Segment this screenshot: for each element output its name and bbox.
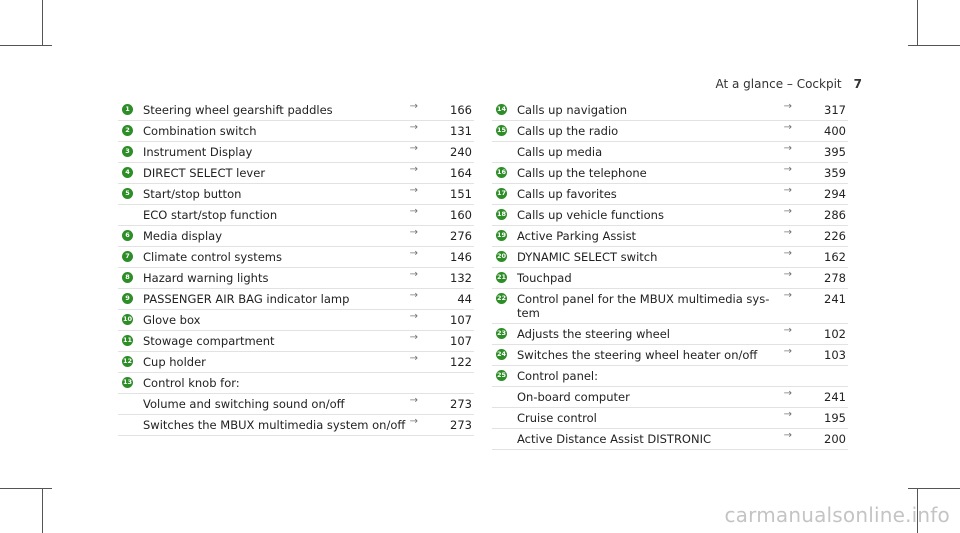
page-reference[interactable]: 276 (450, 229, 472, 243)
callout-number-badge: 24 (496, 350, 507, 358)
legend-label: Cruise control (517, 411, 597, 425)
callout-number-badge: 17 (496, 189, 507, 197)
legend-row (492, 121, 848, 142)
legend-label: Switches the MBUX multimedia system on/off (143, 418, 406, 432)
page-reference-arrow-icon: → (409, 164, 418, 175)
legend-row (492, 184, 848, 205)
legend-row (118, 289, 474, 310)
page-reference[interactable]: 359 (824, 166, 846, 180)
legend-row (492, 408, 848, 429)
legend-row (118, 205, 474, 226)
legend-row (492, 429, 848, 450)
callout-number-badge: 20 (496, 252, 507, 260)
page-reference-arrow-icon: → (783, 269, 792, 280)
legend-label: DIRECT SELECT lever (143, 166, 266, 180)
page-title: At a glance – Cockpit (715, 77, 842, 91)
legend-row (118, 352, 474, 373)
callout-number-badge: 10 (122, 315, 133, 323)
legend-label: Instrument Display (143, 145, 253, 159)
watermark: carmanualsonline.info (724, 503, 950, 527)
page-reference-arrow-icon: → (783, 227, 792, 238)
callout-number-badge: 25 (496, 371, 507, 379)
legend-row (492, 387, 848, 408)
legend-label: Start/stop button (143, 187, 242, 201)
page-reference-arrow-icon: → (409, 122, 418, 133)
page-reference-arrow-icon: → (409, 290, 418, 301)
page-reference[interactable]: 44 (457, 292, 472, 306)
page-reference[interactable]: 166 (450, 103, 472, 117)
callout-number-badge: 5 (122, 188, 133, 199)
callout-number-badge: 14 (496, 105, 507, 113)
page-reference[interactable]: 200 (824, 432, 846, 446)
legend-label: Hazard warning lights (143, 271, 269, 285)
legend-row (492, 226, 848, 247)
page-reference[interactable]: 151 (450, 187, 472, 201)
crop-mark (0, 488, 52, 489)
page-reference-arrow-icon: → (783, 164, 792, 175)
callout-number-badge: 13 (122, 378, 133, 386)
legend-label: Media display (143, 229, 223, 243)
legend-row (492, 289, 848, 324)
legend-column-left (118, 100, 474, 436)
callout-number-badge: 21 (496, 273, 507, 281)
page-reference[interactable]: 102 (824, 327, 846, 341)
legend-row (118, 121, 474, 142)
page-reference[interactable]: 226 (824, 229, 846, 243)
page-reference-arrow-icon: → (783, 409, 792, 420)
legend-row (492, 163, 848, 184)
legend-row (118, 247, 474, 268)
page-reference[interactable]: 122 (450, 355, 472, 369)
page-reference[interactable]: 395 (824, 145, 846, 159)
page-reference[interactable]: 162 (824, 250, 846, 264)
page-reference-arrow-icon: → (783, 388, 792, 399)
legend-row (492, 205, 848, 226)
callout-number-badge: 15 (496, 126, 507, 134)
page-reference[interactable]: 164 (450, 166, 472, 180)
legend-label: Active Parking Assist (517, 229, 637, 243)
page-reference-arrow-icon: → (409, 311, 418, 322)
legend-row (492, 100, 848, 121)
legend-label: Active Distance Assist DISTRONIC (517, 432, 712, 446)
legend-label: Cup holder (143, 355, 206, 369)
legend-column-right (492, 100, 848, 450)
page-reference-arrow-icon: → (783, 346, 792, 357)
crop-mark (917, 0, 918, 46)
callout-number-badge: 11 (122, 336, 133, 344)
page-reference[interactable]: 240 (450, 145, 472, 159)
legend-row (118, 163, 474, 184)
legend-label: On-board computer (517, 390, 630, 404)
legend-row (492, 142, 848, 163)
legend-label: Switches the steering wheel heater on/off (517, 348, 758, 362)
legend-row (492, 268, 848, 289)
page-reference-arrow-icon: → (783, 206, 792, 217)
page-reference[interactable]: 195 (824, 411, 846, 425)
page-reference-arrow-icon: → (409, 101, 418, 112)
legend-label: Calls up navigation (517, 103, 628, 117)
page-reference-arrow-icon: → (409, 269, 418, 280)
legend-row (118, 394, 474, 415)
legend-label: Combination switch (143, 124, 257, 138)
legend-label: Volume and switching sound on/off (143, 397, 345, 411)
legend-label: Control knob for: (143, 376, 240, 390)
legend-label: PASSENGER AIR BAG indicator lamp (143, 292, 350, 306)
callout-number-badge: 23 (496, 329, 507, 337)
page-reference[interactable]: 241 (824, 390, 846, 404)
legend-label: Steering wheel gearshift paddles (143, 103, 333, 117)
callout-number-badge: 9 (122, 293, 133, 304)
page-reference[interactable]: 400 (824, 124, 846, 138)
callout-number-badge: 7 (122, 251, 133, 262)
legend-row (118, 142, 474, 163)
legend-row (492, 345, 848, 366)
page-reference[interactable]: 241 (824, 292, 846, 306)
page-reference-arrow-icon: → (409, 185, 418, 196)
page-reference[interactable]: 273 (450, 418, 472, 432)
page-reference-arrow-icon: → (409, 248, 418, 259)
page-reference-arrow-icon: → (783, 101, 792, 112)
legend-row (118, 331, 474, 352)
callout-number-badge: 22 (496, 294, 507, 302)
page-reference-arrow-icon: → (409, 353, 418, 364)
legend-row (118, 415, 474, 436)
crop-mark (908, 488, 960, 489)
page-reference-arrow-icon: → (783, 143, 792, 154)
page-reference-arrow-icon: → (409, 395, 418, 406)
page-reference-arrow-icon: → (409, 332, 418, 343)
legend-label: Control panel: (517, 369, 599, 383)
page-reference-arrow-icon: → (783, 185, 792, 196)
callout-number-badge: 2 (122, 125, 133, 136)
legend-label: Adjusts the steering wheel (517, 327, 670, 341)
callout-number-badge: 1 (122, 104, 133, 115)
legend-row (118, 310, 474, 331)
page-reference[interactable]: 273 (450, 397, 472, 411)
page-reference[interactable]: 103 (824, 348, 846, 362)
legend-row (118, 226, 474, 247)
page-reference-arrow-icon: → (409, 143, 418, 154)
legend-label: Touchpad (517, 271, 572, 285)
page-header (716, 77, 863, 91)
page-reference[interactable]: 107 (450, 313, 472, 327)
page-reference[interactable]: 131 (450, 124, 472, 138)
legend-row (492, 247, 848, 268)
legend-row (118, 268, 474, 289)
page-reference[interactable]: 286 (824, 208, 846, 222)
crop-mark (42, 0, 43, 46)
legend-label: DYNAMIC SELECT switch (517, 250, 658, 264)
legend-label: Calls up the telephone (517, 166, 647, 180)
page-reference-arrow-icon: → (409, 206, 418, 217)
legend-label: Calls up the radio (517, 124, 619, 138)
legend-label: ECO start/stop function (143, 208, 278, 222)
page-reference[interactable]: 317 (824, 103, 846, 117)
callout-number-badge: 8 (122, 272, 133, 283)
legend-row (118, 184, 474, 205)
crop-mark (0, 45, 52, 46)
legend-row (118, 373, 474, 394)
callout-number-badge: 4 (122, 167, 133, 178)
legend-label: Climate control systems (143, 250, 282, 264)
legend-label: Calls up vehicle functions (517, 208, 664, 222)
callout-number-badge: 3 (122, 146, 133, 157)
callout-number-badge: 16 (496, 168, 507, 176)
legend-label: Calls up media (517, 145, 603, 159)
legend-row (492, 366, 848, 387)
page-reference-arrow-icon: → (783, 325, 792, 336)
page-reference-arrow-icon: → (783, 430, 792, 441)
page-reference[interactable]: 294 (824, 187, 846, 201)
legend-label: Glove box (143, 313, 201, 327)
page-reference-arrow-icon: → (783, 122, 792, 133)
callout-number-badge: 6 (122, 230, 133, 241)
crop-mark (908, 45, 960, 46)
legend-row (492, 324, 848, 345)
legend-row (118, 100, 474, 121)
legend-label: Stowage compartment (143, 334, 275, 348)
crop-mark (42, 488, 43, 533)
page-reference[interactable]: 132 (450, 271, 472, 285)
page-reference[interactable]: 146 (450, 250, 472, 264)
page-reference-arrow-icon: → (409, 227, 418, 238)
callout-number-badge: 19 (496, 231, 507, 239)
page-reference-arrow-icon: → (783, 248, 792, 259)
legend-label: Calls up favorites (517, 187, 617, 201)
page-reference[interactable]: 278 (824, 271, 846, 285)
callout-number-badge: 12 (122, 357, 133, 365)
page-reference-arrow-icon: → (409, 416, 418, 427)
page-reference-arrow-icon: → (783, 290, 792, 301)
callout-number-badge: 18 (496, 210, 507, 218)
page-reference[interactable]: 107 (450, 334, 472, 348)
page-reference[interactable]: 160 (450, 208, 472, 222)
legend-label: Control panel for the MBUX multimedia sys-tem (517, 292, 770, 320)
page-number: 7 (853, 77, 862, 91)
